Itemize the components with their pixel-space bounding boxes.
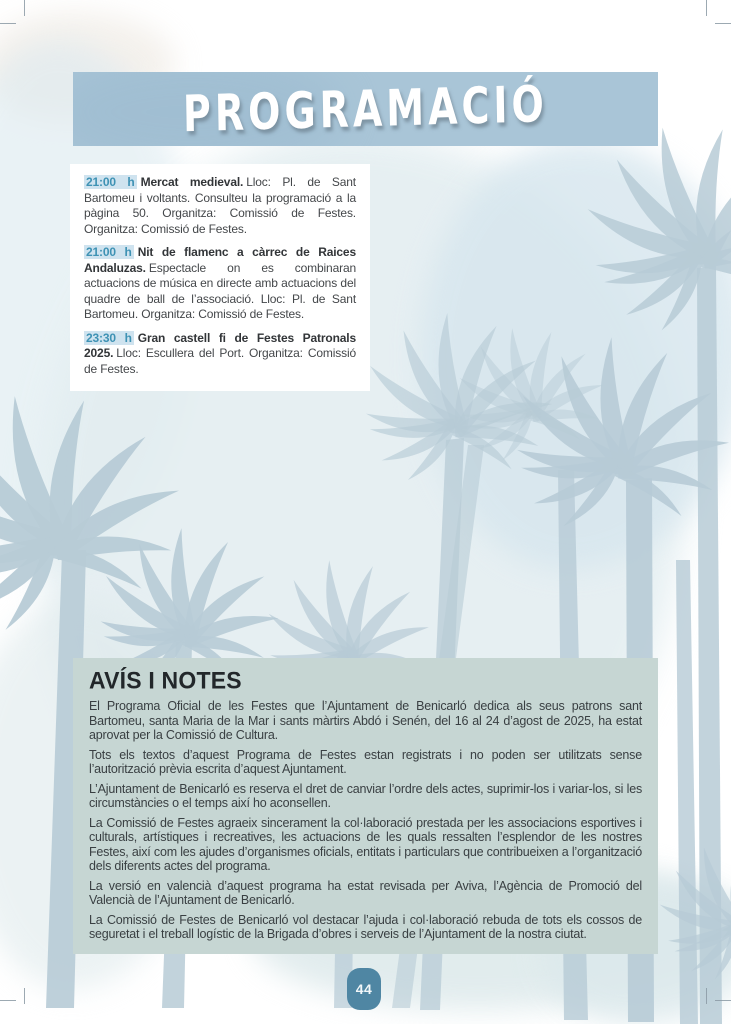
event-item <box>84 331 356 378</box>
event-title: Nit de flamenc a càrrec de Raices Andaluzas. <box>84 245 356 275</box>
note-paragraph: El Programa Oficial de les Festes que l’Ajuntament de Benicarló dedica als seus patrons sant Bartomeu, santa Maria de la Mar i sants màrtirs Abdó i Senén, del 16 al 24 d’agost de 2025, ha estat aprovat per la Comissió de Cultura. <box>89 699 642 742</box>
note-paragraph: L’Ajuntament de Benicarló es reserva el dret de canviar l’ordre dels actes, suprimir-los i variar-los, si les circumstàncies o el temps així ho aconsellen. <box>89 781 642 810</box>
crop-mark-bottom-left-vertical <box>24 988 25 1004</box>
note-paragraph: La versió en valencià d’aquest programa ha estat revisada per Aviva, l’Agència de Promoció del Valencià de l’Ajuntament de Benicarló. <box>89 878 642 907</box>
event-description: Lloc: Escullera del Port. Organitza: Comissió de Festes. <box>84 346 356 376</box>
note-paragraph: La Comissió de Festes de Benicarló vol destacar l’ajuda i col·laboració rebuda de tots els cossos de seguretat i el treball logístic de la Brigada d’obres i serveis de l’Ajuntament de la nostra ciutat. <box>89 912 642 941</box>
event-time-badge: 23:30 h <box>86 330 132 345</box>
event-time-badge: 21:00 h <box>86 175 135 189</box>
event-title: Mercat medieval. <box>140 175 244 189</box>
event-time-badge: 21:00 h <box>86 245 132 259</box>
section-banner <box>73 72 658 146</box>
notes-heading: AVÍS I NOTES <box>89 666 242 694</box>
event-item <box>84 245 356 323</box>
events-list <box>70 164 370 391</box>
crop-mark-bottom-right-vertical <box>706 988 707 1004</box>
crop-mark-bottom-left-horizontal <box>0 1000 16 1001</box>
page-number: 44 <box>355 981 373 997</box>
crop-mark-bottom-right-horizontal <box>715 1000 731 1001</box>
event-description: Espectacle on es combinaran actuacions de música en directe amb actuacions del quadre de ball de l’associació. Lloc: Pl. de Sant Bartomeu. Organitza: Comissió de Festes. <box>84 260 356 321</box>
notes-section <box>73 658 658 954</box>
crop-mark-top-left-horizontal <box>0 23 16 24</box>
page-number-badge <box>347 968 381 1010</box>
event-item <box>84 175 356 237</box>
crop-mark-top-left-vertical <box>24 0 25 16</box>
crop-mark-top-right-horizontal <box>715 23 731 24</box>
note-paragraph: La Comissió de Festes agraeix sincerament la col·laboració prestada per les associacions esportives i culturals, artístiques i recreatives, les actuacions de les quals ressalten l’esplendor de les nostres Festes, així com les ajudes d’organismes oficials, entitats i particulars que contribueixen a l’organització dels diferents actes del programa. <box>89 815 642 873</box>
event-title: Gran castell fi de Festes Patronals 2025. <box>84 330 356 360</box>
crop-mark-top-right-vertical <box>706 0 707 16</box>
note-paragraph: Tots els textos d’aquest Programa de Festes estan registrats i no poden ser utilitzats sense l’autorització prèvia escrita d’aquest Ajuntament. <box>89 747 642 776</box>
event-description: Lloc: Pl. de Sant Bartomeu i voltants. Consulteu la programació a la pàgina 50. Organitza: Comissió de Festes. Organitza: Comissió de Festes. <box>84 175 356 236</box>
page-title: PROGRAMACIÓ <box>182 74 549 144</box>
